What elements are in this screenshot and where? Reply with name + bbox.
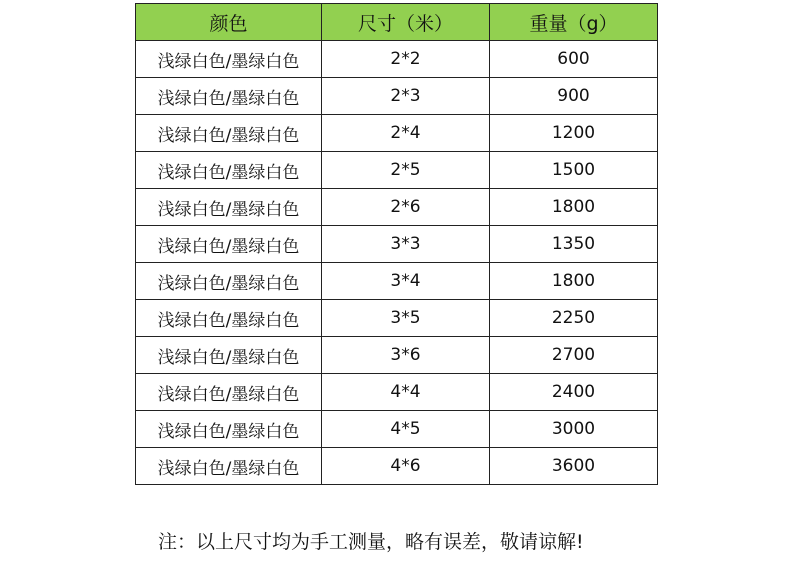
cell-size: 4*5 [322, 411, 490, 448]
cell-weight: 1350 [490, 226, 658, 263]
cell-color: 浅绿白色/墨绿白色 [136, 411, 322, 448]
table-row [136, 411, 658, 448]
cell-color: 浅绿白色/墨绿白色 [136, 337, 322, 374]
cell-weight: 2400 [490, 374, 658, 411]
cell-size: 3*3 [322, 226, 490, 263]
table-row [136, 189, 658, 226]
cell-color: 浅绿白色/墨绿白色 [136, 41, 322, 78]
cell-color: 浅绿白色/墨绿白色 [136, 78, 322, 115]
table-row [136, 226, 658, 263]
table-row [136, 448, 658, 485]
cell-weight: 2700 [490, 337, 658, 374]
table-row [136, 337, 658, 374]
table-row [136, 41, 658, 78]
cell-weight: 1800 [490, 263, 658, 300]
cell-weight: 600 [490, 41, 658, 78]
cell-color: 浅绿白色/墨绿白色 [136, 189, 322, 226]
header-size: 尺寸（米） [322, 4, 490, 41]
cell-weight: 1800 [490, 189, 658, 226]
cell-color: 浅绿白色/墨绿白色 [136, 448, 322, 485]
table-header-row [136, 4, 658, 41]
cell-size: 4*6 [322, 448, 490, 485]
cell-weight: 2250 [490, 300, 658, 337]
cell-weight: 3600 [490, 448, 658, 485]
cell-size: 2*6 [322, 189, 490, 226]
table-row [136, 300, 658, 337]
cell-size: 2*2 [322, 41, 490, 78]
cell-size: 2*5 [322, 152, 490, 189]
table-row [136, 152, 658, 189]
header-color: 颜色 [136, 4, 322, 41]
header-weight: 重量（g） [490, 4, 658, 41]
table-row [136, 115, 658, 152]
cell-color: 浅绿白色/墨绿白色 [136, 152, 322, 189]
cell-color: 浅绿白色/墨绿白色 [136, 115, 322, 152]
cell-weight: 1500 [490, 152, 658, 189]
cell-color: 浅绿白色/墨绿白色 [136, 374, 322, 411]
cell-size: 3*6 [322, 337, 490, 374]
table-row [136, 374, 658, 411]
cell-color: 浅绿白色/墨绿白色 [136, 226, 322, 263]
cell-weight: 3000 [490, 411, 658, 448]
cell-weight: 900 [490, 78, 658, 115]
cell-size: 3*5 [322, 300, 490, 337]
cell-weight: 1200 [490, 115, 658, 152]
cell-size: 3*4 [322, 263, 490, 300]
cell-size: 2*3 [322, 78, 490, 115]
table-row [136, 263, 658, 300]
table-row [136, 78, 658, 115]
measurement-note: 注：以上尺寸均为手工测量，略有误差，敬请谅解! [158, 531, 584, 553]
cell-size: 2*4 [322, 115, 490, 152]
cell-color: 浅绿白色/墨绿白色 [136, 300, 322, 337]
spec-table [135, 3, 658, 485]
cell-color: 浅绿白色/墨绿白色 [136, 263, 322, 300]
cell-size: 4*4 [322, 374, 490, 411]
